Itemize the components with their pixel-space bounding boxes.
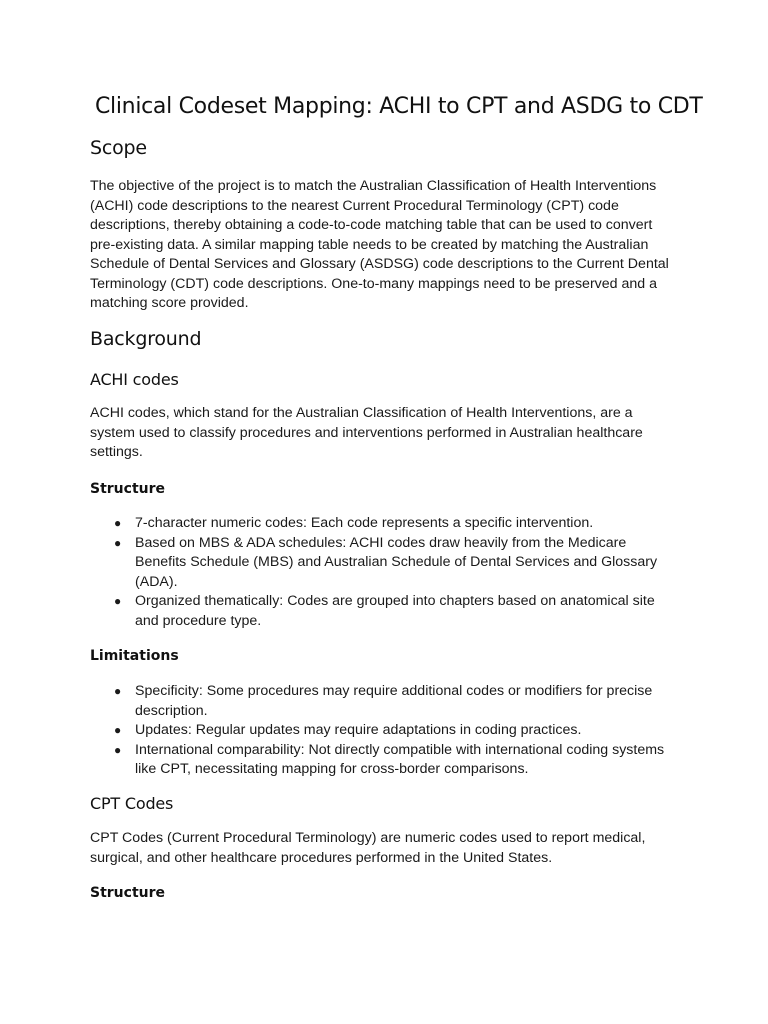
bullet-icon: ● bbox=[114, 535, 122, 550]
achi-codes-paragraph: ACHI codes, which stand for the Australian Classification of Health Interventions, are a system used to classify procedures and interventions performed in Australian healthcare settings. bbox=[90, 405, 643, 460]
bullet-icon: ● bbox=[114, 723, 122, 737]
bullet-icon: ● bbox=[114, 684, 122, 698]
achi-limitations-heading: Limitations bbox=[90, 648, 179, 664]
list-item bbox=[90, 592, 680, 631]
bullet-icon: ● bbox=[114, 516, 122, 530]
scope-heading: Scope bbox=[90, 137, 147, 159]
achi-structure-heading: Structure bbox=[90, 481, 166, 497]
list-item-text: Updates: Regular updates may require adaptations in coding practices. bbox=[135, 722, 582, 738]
scope-paragraph: The objective of the project is to match the Australian Classification of Health Interventions (ACHI) code descriptions to the nearest Current Procedural Terminology (CPT) code descriptions, thereby obtaining a code-to-code matching table that can be used to convert pre-existing data. A similar mapping table needs to be created by matching the Australian Schedule of Dental Services and Glossary (ASDSG) code descriptions to the Current Dental Terminology (CDT) code descriptions. One-to-many mappings need to be preserved and a matching score provided. bbox=[90, 178, 669, 311]
list-item-text: 7-character numeric codes: Each code represents a specific intervention. bbox=[135, 515, 594, 531]
list-item-text: Based on MBS & ADA schedules: ACHI codes draw heavily from the Medicare Benefits Schedule (MBS) and Australian Schedule of Dental Services and Glossary (ADA). bbox=[135, 534, 658, 590]
list-item-text: Organized thematically: Codes are grouped into chapters based on anatomical site and procedure type. bbox=[135, 593, 655, 629]
cpt-codes-heading: CPT Codes bbox=[90, 794, 174, 813]
bullet-icon: ● bbox=[114, 742, 122, 757]
cpt-codes-paragraph: CPT Codes (Current Procedural Terminology) are numeric codes used to report medical, surgical, and other healthcare procedures performed in the United States. bbox=[90, 830, 646, 866]
list-item-text: International comparability: Not directly compatible with international coding systems like CPT, necessitating mapping for cross-border comparisons. bbox=[135, 741, 665, 777]
background-heading: Background bbox=[90, 328, 202, 350]
list-item bbox=[90, 534, 680, 593]
achi-limitations-list bbox=[90, 682, 680, 780]
list-item bbox=[90, 741, 680, 780]
achi-structure-list bbox=[90, 514, 680, 631]
bullet-icon: ● bbox=[114, 594, 122, 608]
list-item bbox=[90, 721, 680, 741]
document-title: Clinical Codeset Mapping: ACHI to CPT and ASDG to CDT bbox=[95, 94, 703, 119]
achi-codes-heading: ACHI codes bbox=[90, 370, 179, 389]
list-item-text: Specificity: Some procedures may require additional codes or modifiers for precise description. bbox=[135, 683, 653, 719]
list-item bbox=[90, 682, 680, 721]
list-item bbox=[90, 514, 680, 534]
cpt-structure-heading: Structure bbox=[90, 885, 166, 901]
